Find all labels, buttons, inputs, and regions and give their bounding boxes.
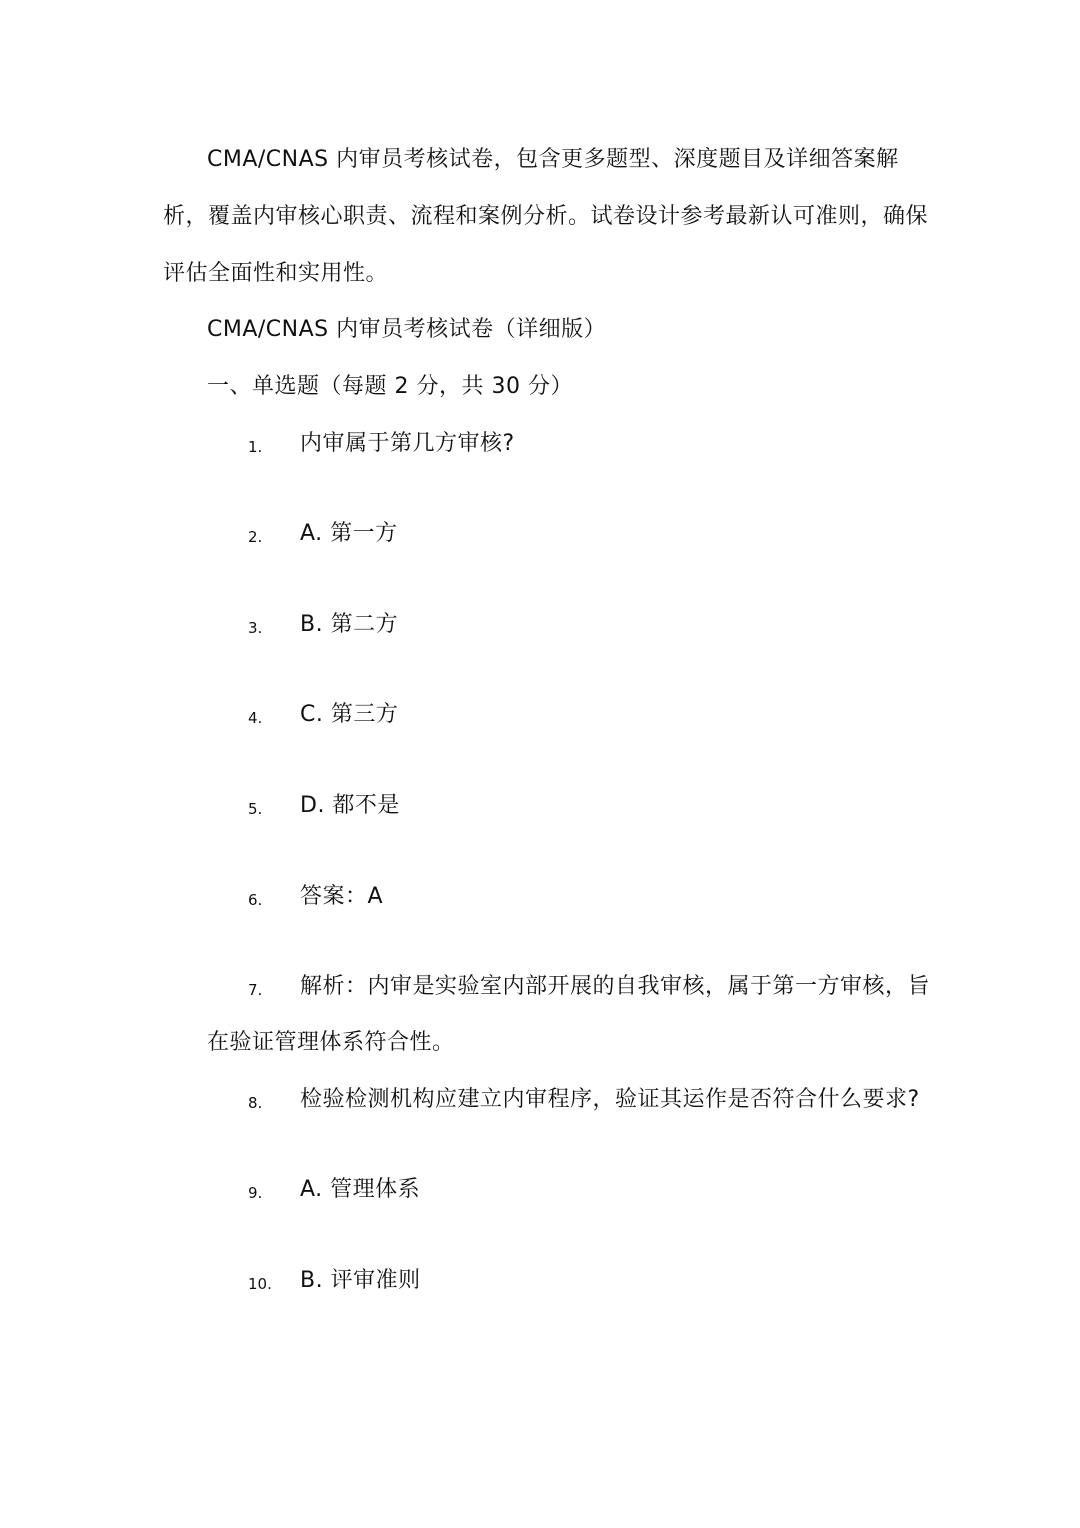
list-item-text: 内审属于第几方审核? — [300, 431, 515, 456]
list-item — [0, 1175, 1080, 1205]
list-item-number: 2. — [248, 528, 263, 546]
list-item — [0, 429, 1080, 459]
list-item-number: 3. — [248, 619, 263, 637]
list-item-text: C. 第三方 — [300, 702, 399, 727]
list-item — [0, 700, 1080, 730]
list-item — [0, 610, 1080, 640]
list-item-text: B. 评审准则 — [300, 1268, 421, 1293]
list-item — [0, 972, 1080, 1002]
list-item-number: 8. — [248, 1094, 263, 1112]
intro-line-1: CMA/CNAS 内审员考核试卷，包含更多题型、深度题目及详细答案解 — [207, 147, 899, 172]
list-item — [0, 1266, 1080, 1296]
intro-line-3: 评估全面性和实用性。 — [163, 261, 389, 286]
list-item-text: A. 管理体系 — [300, 1177, 421, 1202]
list-item-text: 答案：A — [300, 884, 384, 909]
list-item-number: 6. — [248, 891, 263, 909]
list-item-text: 检验检测机构应建立内审程序，验证其运作是否符合什么要求? — [300, 1087, 920, 1112]
list-item-number: 10. — [248, 1275, 272, 1293]
list-item-text: B. 第二方 — [300, 612, 399, 637]
list-item-number: 1. — [248, 438, 263, 456]
list-item-number: 7. — [248, 981, 263, 999]
list-item-text: D. 都不是 — [300, 793, 400, 818]
exam-title: CMA/CNAS 内审员考核试卷（详细版） — [207, 317, 607, 342]
list-item-text: A. 第一方 — [300, 521, 398, 546]
list-item-number: 4. — [248, 709, 263, 727]
list-item — [0, 1085, 1080, 1115]
section-heading: 一、单选题（每题 2 分，共 30 分） — [207, 374, 573, 399]
list-item — [0, 882, 1080, 912]
list-item-text: 解析：内审是实验室内部开展的自我审核，属于第一方审核，旨 — [300, 974, 931, 999]
list-item — [0, 791, 1080, 821]
intro-line-2: 析，覆盖内审核心职责、流程和案例分析。试卷设计参考最新认可准则，确保 — [163, 204, 929, 229]
list-item-number: 5. — [248, 800, 263, 818]
list-item-continuation: 在验证管理体系符合性。 — [207, 1030, 455, 1055]
list-item — [0, 519, 1080, 549]
list-item-number: 9. — [248, 1184, 263, 1202]
